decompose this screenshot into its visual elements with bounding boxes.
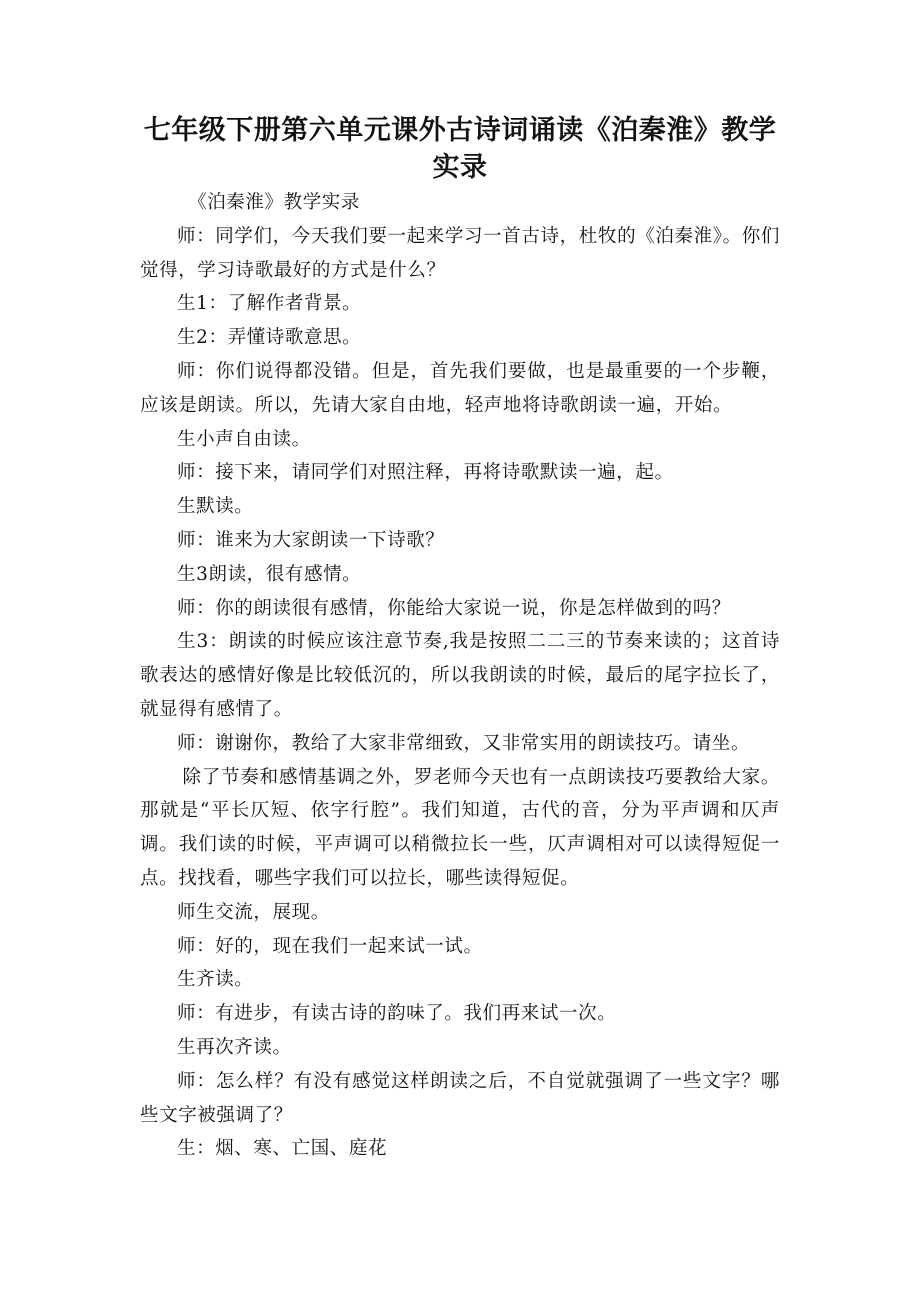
- paragraph: 生2：弄懂诗歌意思。: [177, 327, 362, 349]
- paragraph: 师：有进步，有读古诗的韵味了。我们再来试一次。: [177, 1003, 617, 1025]
- paragraph: 师生交流，展现。: [177, 901, 330, 923]
- paragraph: 师：谁来为大家朗读一下诗歌？: [177, 529, 445, 551]
- paragraph: 师：怎么样？有没有感觉这样朗读之后，不自觉就强调了一些文字？哪些文字被强调了？: [140, 1070, 780, 1126]
- paragraph: 生小声自由读。: [177, 428, 311, 450]
- paragraph: 师：你的朗读很有感情，你能给大家说一说，你是怎样做到的吗？: [177, 597, 731, 619]
- paragraph: 师：好的，现在我们一起来试一试。: [177, 935, 483, 957]
- paragraph: 师：接下来，请同学们对照注释，再将诗歌默读一遍，起。: [177, 462, 674, 484]
- paragraph: 生默读。: [177, 496, 254, 518]
- paragraph: 除了节奏和感情基调之外，罗老师今天也有一点朗读技巧要教给大家。那就是“平长仄短、依字行腔”。我们知道，古代的音，分为平声调和仄声调。我们读的时候，平声调可以稍微拉长一些，仄声调相对可以读得短促一点。找找看，哪些字我们可以拉长，哪些读得短促。: [140, 766, 780, 889]
- document-subtitle: 《泊秦淮》教学实录: [188, 192, 360, 213]
- document-body: [140, 186, 780, 1166]
- paragraph: 生3朗读，很有感情。: [177, 563, 362, 585]
- paragraph: 生再次齐读。: [177, 1036, 292, 1058]
- document-title: 七年级下册第六单元课外古诗词诵读《泊秦淮》教学实录: [143, 115, 777, 183]
- paragraph: 生1：了解作者背景。: [177, 293, 362, 315]
- paragraph: 生3：朗读的时候应该注意节奏,我是按照二二三的节奏来读的；这首诗歌表达的感情好像是比较低沉的，所以我朗读的时候，最后的尾字拉长了，就显得有感情了。: [140, 631, 780, 720]
- paragraph: 生：烟、寒、亡国、庭花: [177, 1138, 388, 1160]
- paragraph: 生齐读。: [177, 969, 254, 991]
- paragraph: 师：谢谢你，教给了大家非常细致，又非常实用的朗读技巧。请坐。: [177, 732, 751, 754]
- paragraph: 师：你们说得都没错。但是，首先我们要做，也是最重要的一个步鞭，应该是朗读。所以，先请大家自由地，轻声地将诗歌朗读一遍，开始。: [140, 360, 780, 416]
- paragraph: 师：同学们，今天我们要一起来学习一首古诗，杜牧的《泊秦淮》。你们觉得，学习诗歌最好的方式是什么？: [140, 225, 780, 281]
